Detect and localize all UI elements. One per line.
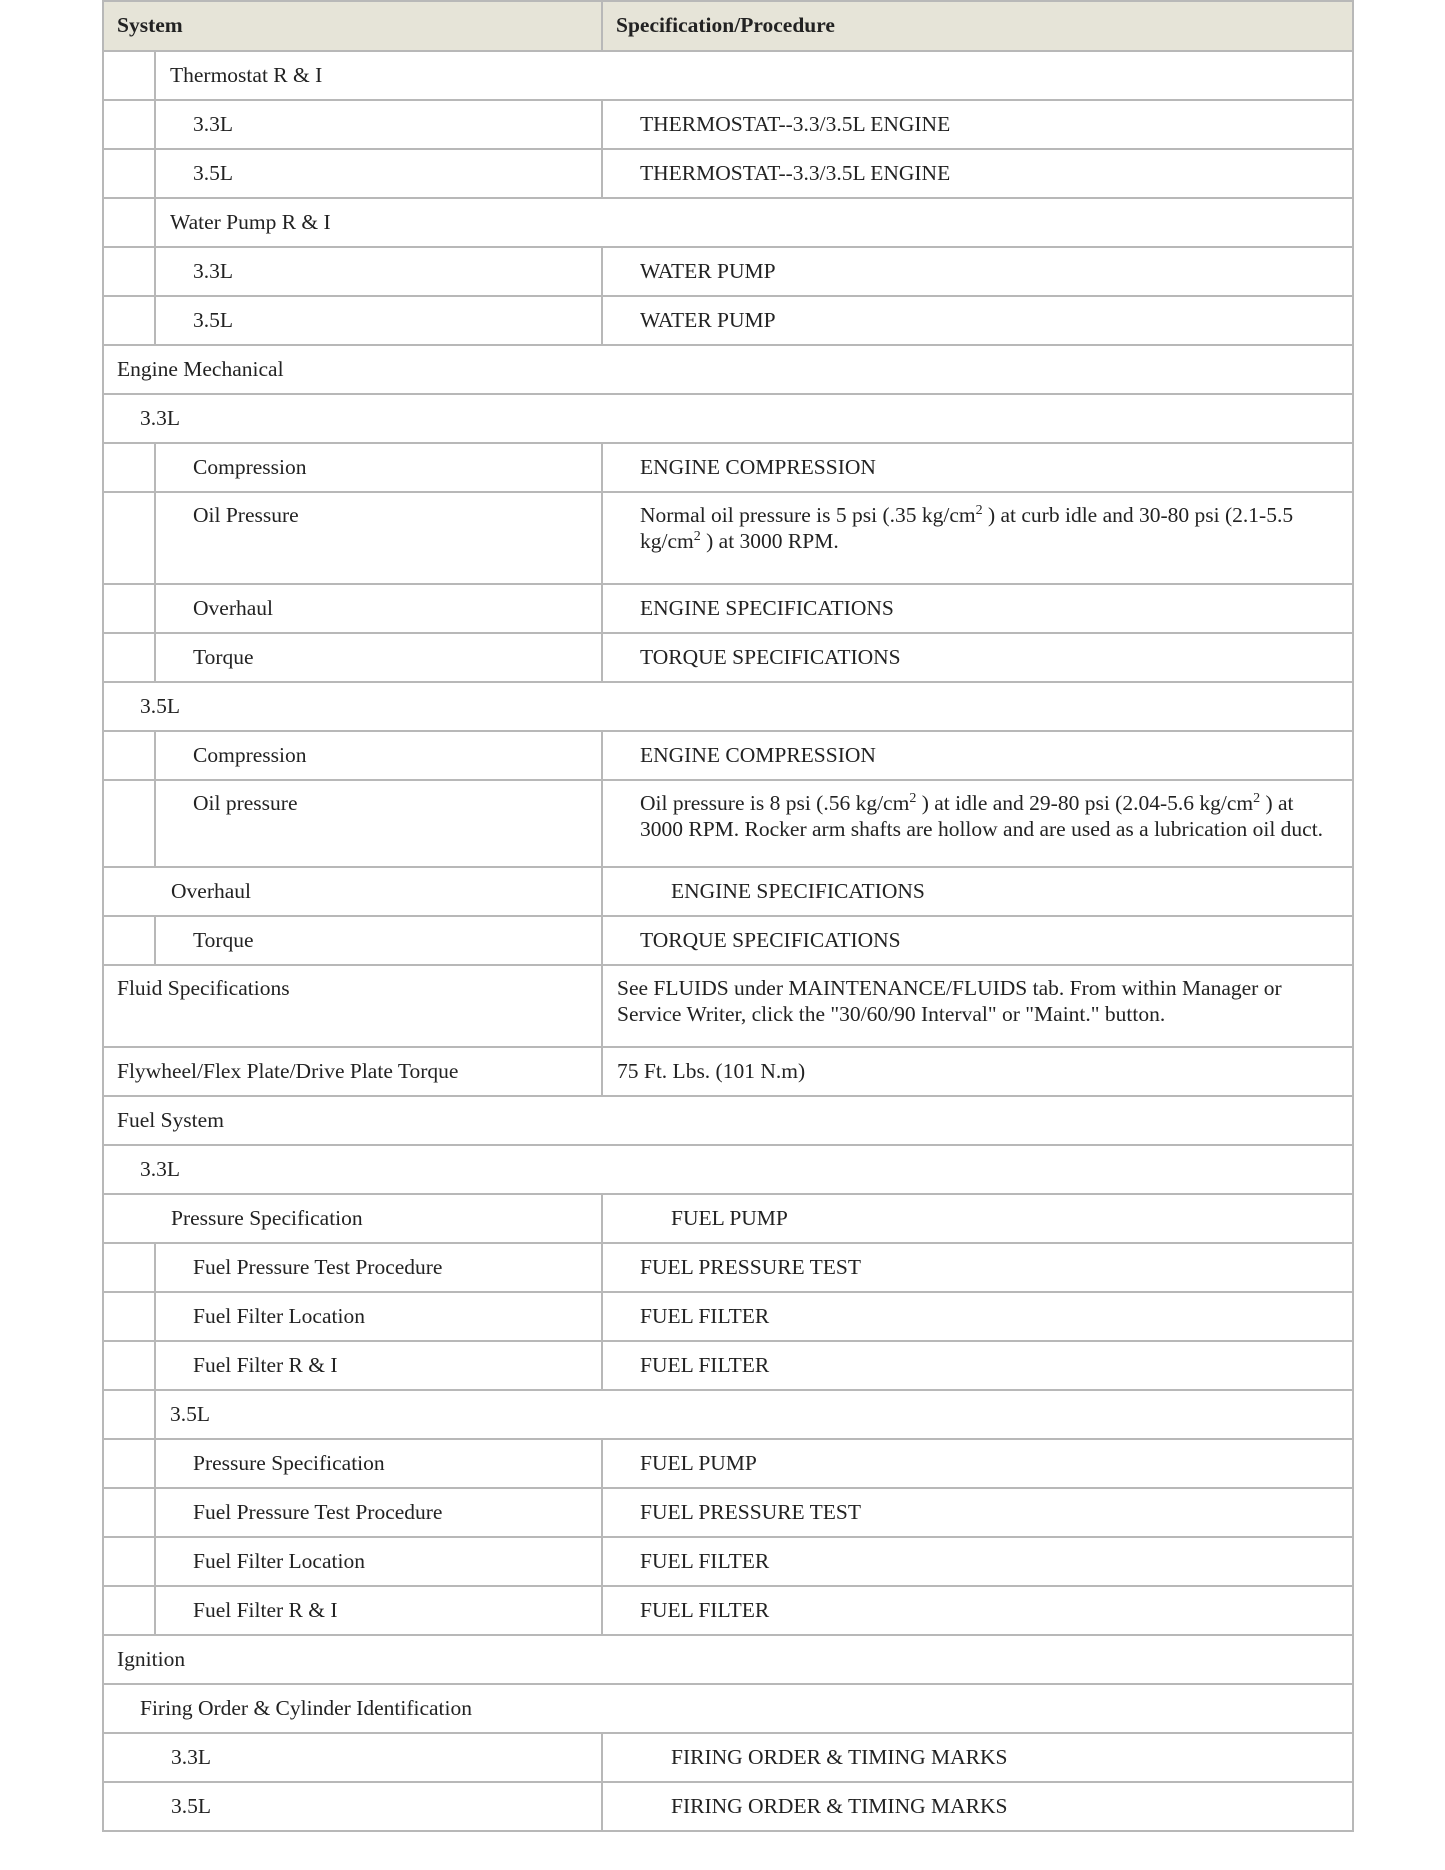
spec-link[interactable]: FUEL FILTER: [602, 1537, 1353, 1586]
row-label: Torque: [155, 633, 602, 682]
table-row: [103, 780, 1353, 867]
table-row: [103, 1586, 1353, 1635]
spec-link[interactable]: FUEL FILTER: [602, 1292, 1353, 1341]
table-row: [103, 1341, 1353, 1390]
subsection-label: 3.5L: [103, 682, 1353, 731]
row-label: Overhaul: [155, 584, 602, 633]
row-label: Thermostat R & I: [155, 51, 1353, 100]
section-row: [103, 345, 1353, 394]
table-row: [103, 1537, 1353, 1586]
table-row: [103, 443, 1353, 492]
subsection-row: [103, 394, 1353, 443]
spec-link[interactable]: THERMOSTAT--3.3/3.5L ENGINE: [602, 100, 1353, 149]
spec-link[interactable]: FUEL PUMP: [602, 1194, 1353, 1243]
header-spec: Specification/Procedure: [602, 1, 1353, 51]
subsection-label: 3.3L: [103, 1145, 1353, 1194]
table-row: [103, 965, 1353, 1047]
table-row: [103, 296, 1353, 345]
spec-link[interactable]: TORQUE SPECIFICATIONS: [602, 633, 1353, 682]
table-row: [103, 1047, 1353, 1096]
spec-table: [102, 0, 1354, 1832]
row-label: Fuel Filter R & I: [155, 1586, 602, 1635]
subsection-row: [103, 1145, 1353, 1194]
spec-link[interactable]: FUEL FILTER: [602, 1341, 1353, 1390]
table-row: [103, 1292, 1353, 1341]
subsection-row: [103, 682, 1353, 731]
table-row: [103, 100, 1353, 149]
spec-link[interactable]: ENGINE SPECIFICATIONS: [602, 867, 1353, 916]
spec-text: See FLUIDS under MAINTENANCE/FLUIDS tab. From within Manager or Service Writer, click the "30/60/90 Interval" or "Maint." button.: [602, 965, 1353, 1047]
section-label: Ignition: [103, 1635, 1353, 1684]
table-row: [103, 1243, 1353, 1292]
table-row: [103, 633, 1353, 682]
section-row: [103, 1096, 1353, 1145]
row-label: Pressure Specification: [155, 1439, 602, 1488]
subsection-label: 3.5L: [155, 1390, 1353, 1439]
row-label: Fuel Pressure Test Procedure: [155, 1243, 602, 1292]
row-label: Compression: [155, 443, 602, 492]
spec-link[interactable]: THERMOSTAT--3.3/3.5L ENGINE: [602, 149, 1353, 198]
row-label: Fuel Filter R & I: [155, 1341, 602, 1390]
spec-link[interactable]: FUEL PRESSURE TEST: [602, 1243, 1353, 1292]
table-row: [103, 731, 1353, 780]
spec-link[interactable]: FIRING ORDER & TIMING MARKS: [602, 1733, 1353, 1782]
row-label: Fuel Pressure Test Procedure: [155, 1488, 602, 1537]
spec-link[interactable]: ENGINE COMPRESSION: [602, 443, 1353, 492]
spec-text: Normal oil pressure is 5 psi (.35 $kg/cm^2$ ) at curb idle and 30-80 psi (2.1-5.5 $kg/cm^2$ ) at 3000 RPM.: [602, 492, 1353, 584]
spec-text: 75 Ft. Lbs. (101 N.m): [602, 1047, 1353, 1096]
table-row: [103, 1194, 1353, 1243]
row-label: 3.3L: [155, 100, 602, 149]
table-row: [103, 247, 1353, 296]
table-row: [103, 1782, 1353, 1831]
table-row: [103, 1488, 1353, 1537]
spec-link[interactable]: WATER PUMP: [602, 296, 1353, 345]
row-label: 3.5L: [103, 1782, 602, 1831]
section-row: [103, 1635, 1353, 1684]
row-label: 3.5L: [155, 296, 602, 345]
spec-link[interactable]: FIRING ORDER & TIMING MARKS: [602, 1782, 1353, 1831]
spec-link[interactable]: TORQUE SPECIFICATIONS: [602, 916, 1353, 965]
row-label: Pressure Specification: [103, 1194, 602, 1243]
subsection-label: 3.3L: [103, 394, 1353, 443]
row-label: Fuel Filter Location: [155, 1292, 602, 1341]
spec-link[interactable]: ENGINE COMPRESSION: [602, 731, 1353, 780]
row-label: Oil pressure: [155, 780, 602, 867]
spec-link[interactable]: FUEL PRESSURE TEST: [602, 1488, 1353, 1537]
row-label: Fuel Filter Location: [155, 1537, 602, 1586]
spec-text: Oil pressure is 8 psi (.56 $kg/cm^2$ ) at idle and 29-80 psi (2.04-5.6 $kg/cm^2$ ) at 3000 RPM. Rocker arm shafts are hollow and are used as a lubrication oil duct.: [602, 780, 1353, 867]
row-label: Flywheel/Flex Plate/Drive Plate Torque: [103, 1047, 602, 1096]
row-label: 3.3L: [155, 247, 602, 296]
row-label: Compression: [155, 731, 602, 780]
header-row: [103, 1, 1353, 51]
table-row: [103, 867, 1353, 916]
spec-link[interactable]: ENGINE SPECIFICATIONS: [602, 584, 1353, 633]
row-label: Torque: [155, 916, 602, 965]
subsection-label: Firing Order & Cylinder Identification: [103, 1684, 1353, 1733]
table-row: [103, 916, 1353, 965]
table-row: [103, 492, 1353, 584]
table-row: [103, 198, 1353, 247]
section-label: Fuel System: [103, 1096, 1353, 1145]
row-label: 3.5L: [155, 149, 602, 198]
table-row: [103, 1733, 1353, 1782]
subsection-row: [103, 1684, 1353, 1733]
row-label: Water Pump R & I: [155, 198, 1353, 247]
row-label: Fluid Specifications: [103, 965, 602, 1047]
spec-link[interactable]: WATER PUMP: [602, 247, 1353, 296]
table-row: [103, 51, 1353, 100]
table-row: [103, 1439, 1353, 1488]
row-label: Overhaul: [103, 867, 602, 916]
spec-link[interactable]: FUEL FILTER: [602, 1586, 1353, 1635]
subsection-row: [103, 1390, 1353, 1439]
table-row: [103, 584, 1353, 633]
header-system: System: [103, 1, 602, 51]
row-label: 3.3L: [103, 1733, 602, 1782]
row-label: Oil Pressure: [155, 492, 602, 584]
table-row: [103, 149, 1353, 198]
section-label: Engine Mechanical: [103, 345, 1353, 394]
spec-link[interactable]: FUEL PUMP: [602, 1439, 1353, 1488]
